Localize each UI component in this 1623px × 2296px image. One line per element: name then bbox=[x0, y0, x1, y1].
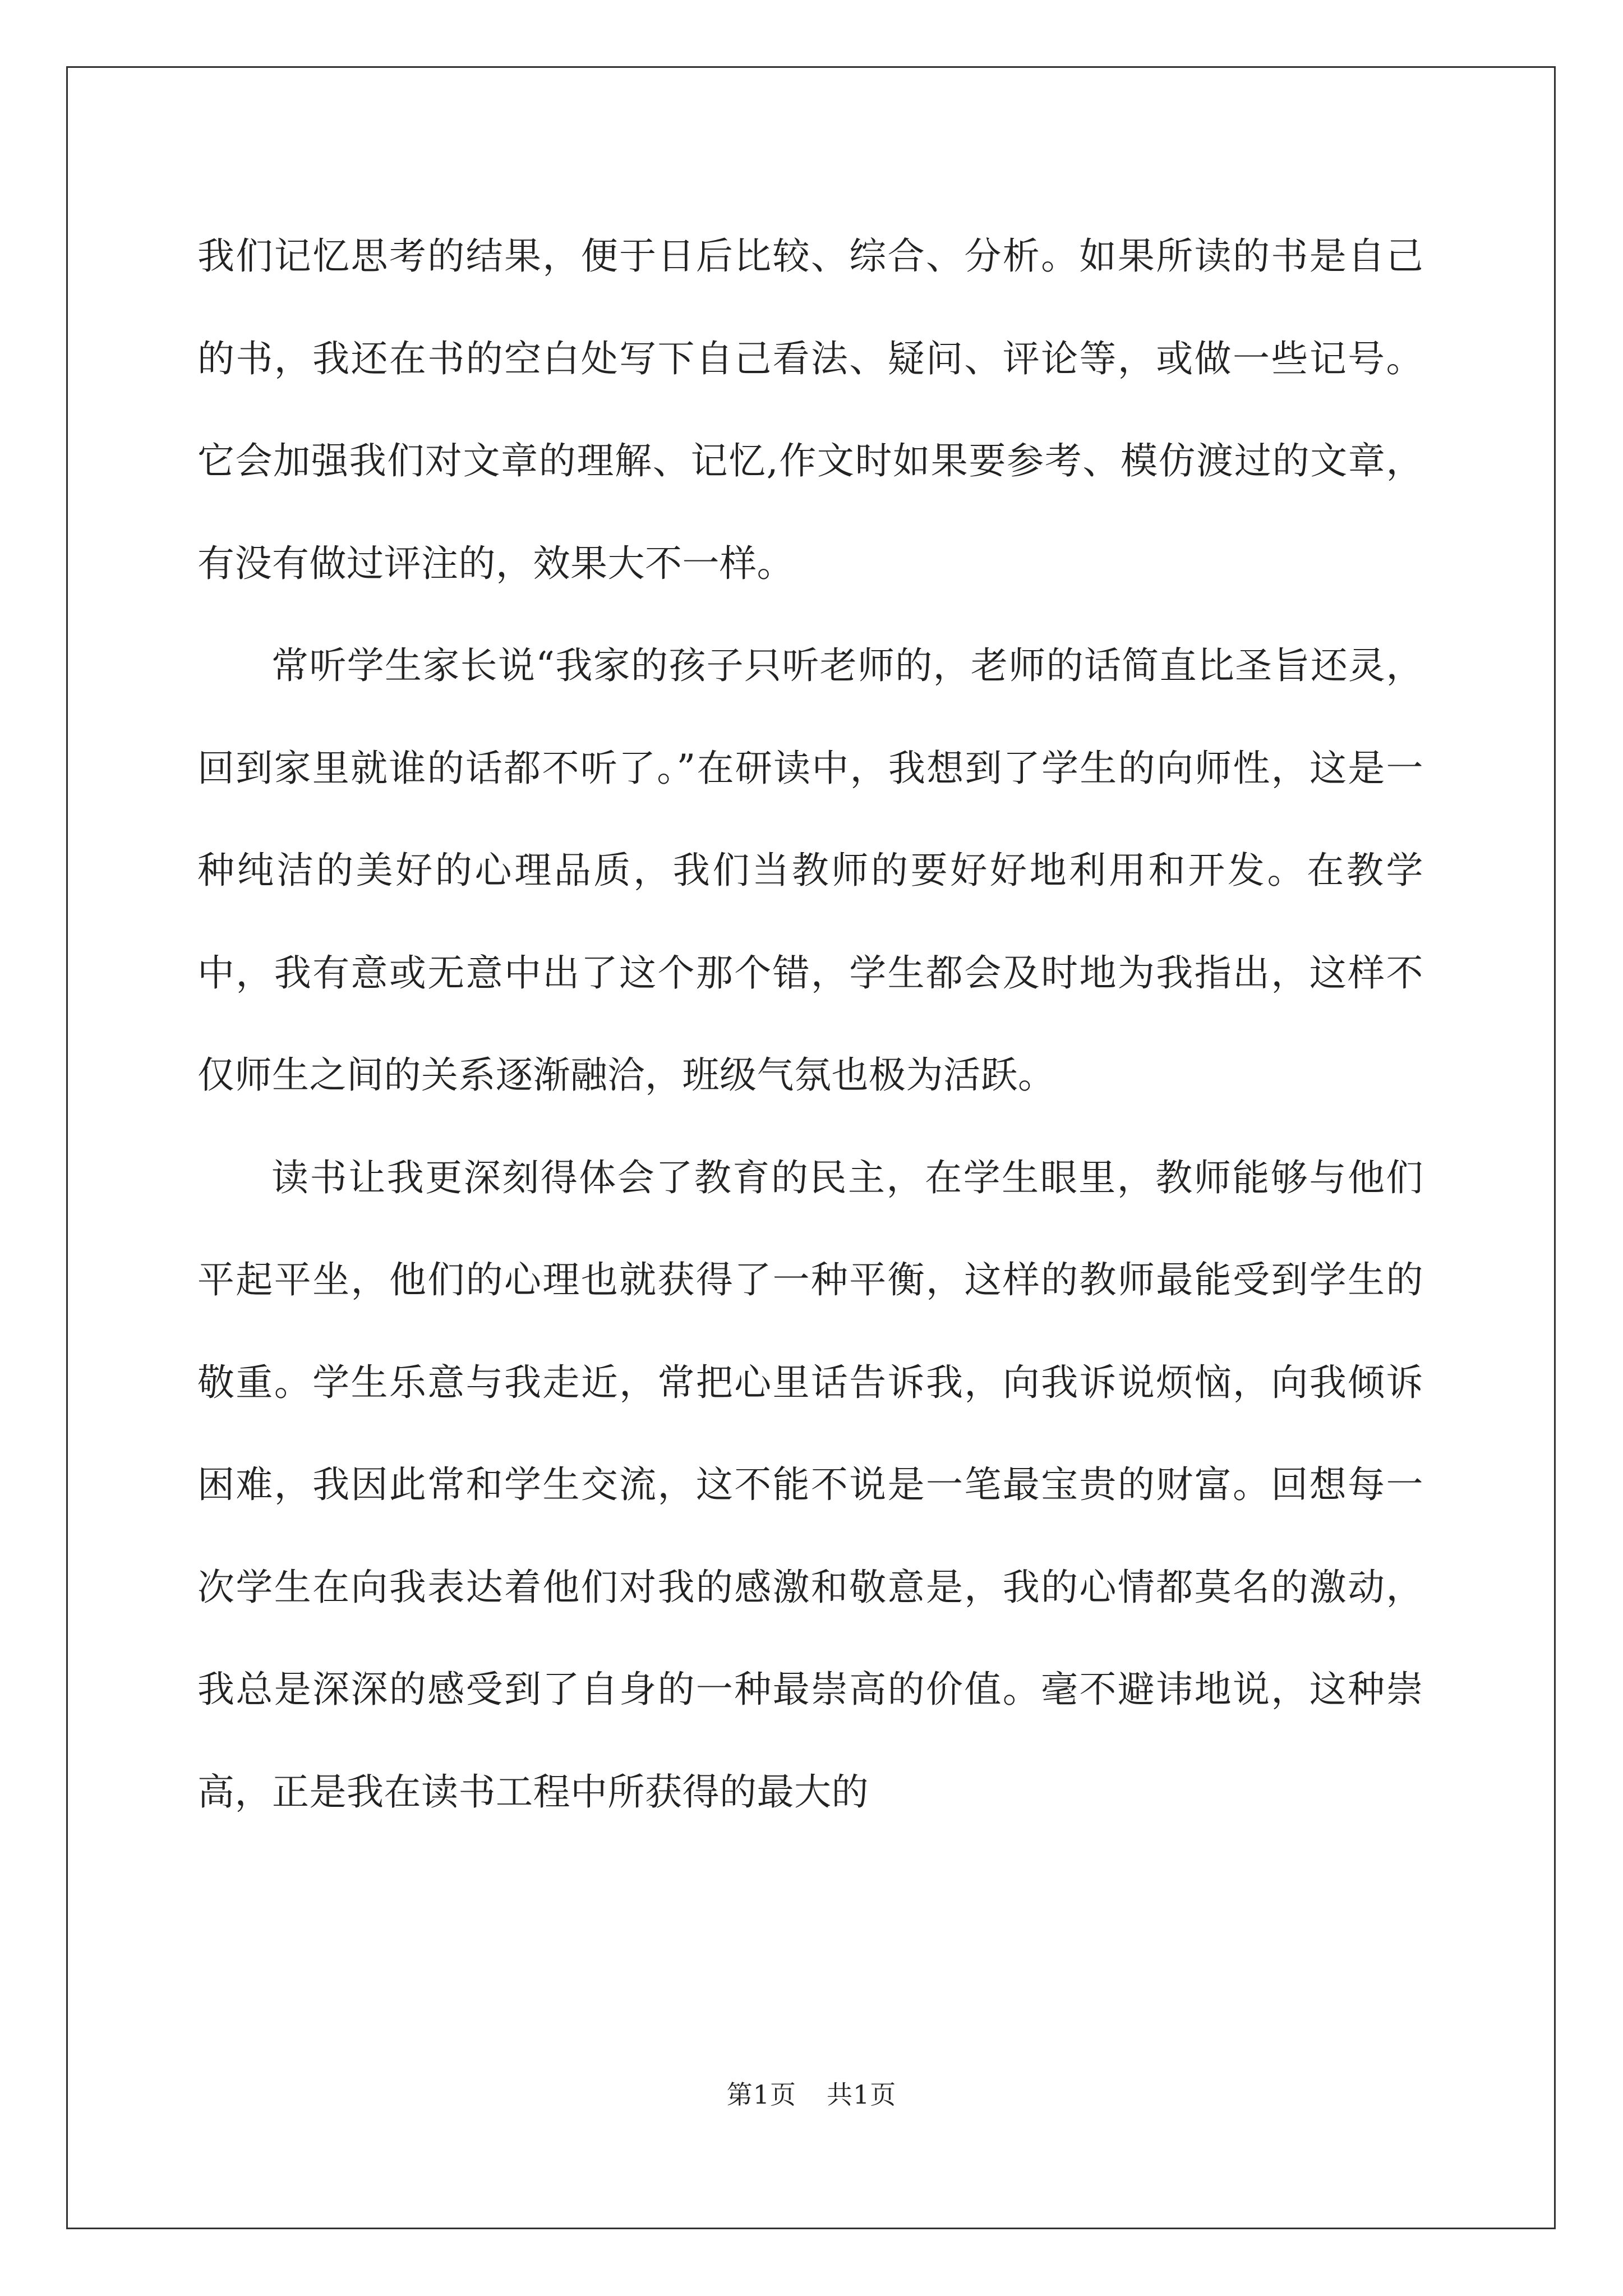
page-number: 第1页 bbox=[726, 2079, 796, 2110]
paragraph-3: 读书让我更深刻得体会了教育的民主，在学生眼里，教师能够与他们平起平坐，他们的心理也就获得了一种平衡，这样的教师最能受到学生的敬重。学生乐意与我走近，常把心里话告诉我，向我诉说烦恼，向我倾诉困难，我因此常和学生交流，这不能不说是一笔最宝贵的财富。回想每一次学生在向我表达着他们对我的感激和敬意是，我的心情都莫名的激动，我总是深深的感受到了自身的一种最崇高的价值。毫不避讳地说，这种崇高，正是我在读书工程中所获得的最大的 bbox=[197, 1156, 1423, 1814]
paragraph-1: 我们记忆思考的结果，便于日后比较、综合、分析。如果所读的书是自己的书，我还在书的空白处写下自己看法、疑问、评论等，或做一些记号。它会加强我们对文章的理解、记忆,作文时如果要参考、模仿渡过的文章，有没有做过评注的，效果大不一样。 bbox=[197, 234, 1423, 585]
page-footer bbox=[0, 2074, 1623, 2111]
paragraph-2: 常听学生家长说“我家的孩子只听老师的，老师的话简直比圣旨还灵，回到家里就谁的话都不听了。”在研读中，我想到了学生的向师性，这是一种纯洁的美好的心理品质，我们当教师的要好好地利用和开发。在教学中，我有意或无意中出了这个那个错，学生都会及时地为我指出，这样不仅师生之间的关系逐渐融洽，班级气氛也极为活跃。 bbox=[197, 644, 1423, 1097]
document-body bbox=[197, 205, 1423, 1843]
page-total: 共1页 bbox=[827, 2079, 897, 2110]
